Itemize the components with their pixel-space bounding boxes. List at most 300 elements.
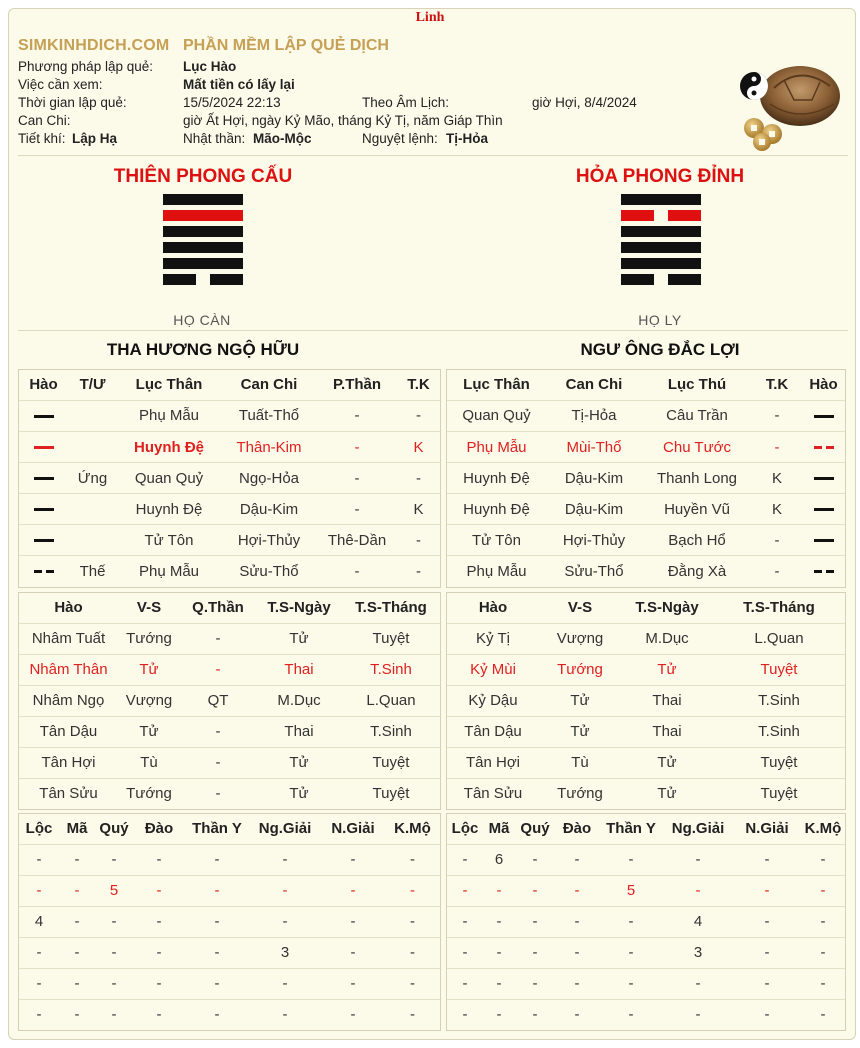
table-row [19,623,440,654]
left-table-lucthan [18,369,441,588]
method-value: Lục Hào [183,59,237,74]
yang-line-icon [814,415,834,418]
table-cell: - [185,968,249,999]
table-cell: Tuyệt [713,747,845,778]
luc-thu-cell: Chu Tước [642,432,752,463]
table-row [447,968,845,999]
table-cell: - [733,875,801,906]
left-table-stars [18,813,441,1031]
table-cell: - [515,968,555,999]
column-header: Hào [19,370,68,400]
hao-line-cell [802,525,845,556]
can-chi-cell: Ngọ-Hỏa [221,463,317,494]
header-row [447,814,845,844]
table-cell: - [385,875,440,906]
column-header: T.K [397,370,440,400]
nhatthan-value: Mão-Mộc [253,131,312,146]
yin-line-icon [814,570,834,573]
right-table-stars [446,813,846,1031]
table-cell: - [555,875,599,906]
table-cell: Nhâm Tuất [19,623,118,654]
can-chi-cell: Thân-Kim [221,432,317,463]
table-cell: - [447,906,483,937]
table-cell: - [555,906,599,937]
yang-line-icon [34,477,54,480]
table-cell: - [385,906,440,937]
method-label: Phương pháp lập quẻ: [18,59,153,74]
column-header: Lộc [19,814,59,844]
phuc-than-cell: - [317,463,397,494]
table-cell: Tân Hợi [19,747,118,778]
right-hexagram [621,194,701,290]
table-cell: Tử [256,623,342,654]
table-cell: Tử [621,654,713,685]
table-cell: QT [180,685,256,716]
table-cell: Tân Hợi [447,747,539,778]
column-header: T.S-Tháng [713,593,845,623]
table-row [447,999,845,1030]
table-row [447,778,845,809]
table-row [19,968,440,999]
table-cell: Tù [539,747,621,778]
right-hexagram-name: HỎA PHONG ĐỈNH [575,166,745,187]
table-cell: - [19,875,59,906]
canchi-value: giờ Ất Hợi, ngày Kỷ Mão, tháng Kỷ Tị, năm Giáp Thìn [183,113,503,128]
nguyetlenh-value: Tị-Hỏa [446,131,488,146]
table-cell: Thai [256,716,342,747]
phuc-than-cell: - [317,401,397,432]
table-cell: Tử [657,785,677,803]
table-cell: - [74,1006,80,1024]
table-cell: Kỷ Tị [447,623,539,654]
phuc-than-cell: - [317,494,397,525]
table-cell: - [483,875,515,906]
user-name: Linh [415,10,445,25]
table-cell: - [447,968,483,999]
table-cell: - [321,875,385,906]
left-hexagram-name: THIÊN PHONG CẤU [113,166,293,187]
can-chi-cell: Dậu-Kim [221,494,317,525]
header-row [19,593,440,623]
table-cell: - [95,906,133,937]
table-cell: - [59,937,95,968]
yin-line-icon [34,570,54,573]
table-cell: 3 [663,937,733,968]
column-header: K.Mộ [385,814,440,844]
table-cell: - [95,937,133,968]
right-table-vs [446,592,846,810]
table-cell: - [532,1006,538,1024]
hao-line-cell [19,432,68,463]
luc-thu-cell: Huyền Vũ [642,494,752,525]
left-house: HỌ CÀN [173,312,231,328]
can-chi-cell: Sửu-Thổ [564,562,624,580]
app-title: PHẦN MỀM LẬP QUẺ DỊCH [183,37,389,54]
table-row [447,875,845,906]
table-cell: - [515,844,555,875]
table-cell: T.Sinh [713,685,845,716]
luc-than-cell: Tử Tôn [447,525,546,556]
can-chi-cell: Sửu-Thổ [239,562,299,580]
turtle-coins-image [734,60,844,152]
can-chi-cell: Tuất-Thổ [221,401,317,432]
hao-line-cell [19,463,68,494]
yang-line-icon [814,477,834,480]
luc-than-cell: Phụ Mẫu [447,432,546,463]
phuc-than-cell: - [354,562,360,580]
table-row [19,463,440,494]
tuan-khong-cell: K [752,494,802,525]
divider [18,330,848,331]
table-cell: - [820,1006,826,1024]
table-cell: - [59,906,95,937]
table-cell: Vượng [539,623,621,654]
hao-line-cell [802,432,845,463]
table-cell: - [385,937,440,968]
column-header: T.K [752,370,802,400]
column-header: Can Chi [221,370,317,400]
table-cell: 5 [95,875,133,906]
table-row [19,556,440,587]
table-cell: - [19,844,59,875]
yang-line [163,194,243,205]
table-cell: - [19,968,59,999]
yin-line-icon [814,446,834,449]
can-chi-cell: Dậu-Kim [546,463,642,494]
yang-line-icon [34,415,54,418]
table-cell: Tử [118,654,180,685]
table-row [447,685,845,716]
table-cell: - [180,716,256,747]
tuan-khong-cell: K [752,463,802,494]
table-cell: - [733,906,801,937]
column-header: K.Mộ [801,814,845,844]
column-header: Quý [95,814,133,844]
table-cell: - [764,1006,770,1024]
luc-than-cell: Huynh Đệ [447,494,546,525]
table-cell: Tân Dậu [19,716,118,747]
table-cell: Kỷ Dậu [447,685,539,716]
table-cell: - [185,937,249,968]
left-table-vs [18,592,441,810]
table-cell: - [496,1006,502,1024]
tuan-khong-cell: - [752,525,802,556]
table-cell: L.Quan [713,623,845,654]
table-row [19,716,440,747]
table-cell: T.Sinh [713,716,845,747]
table-cell: - [321,906,385,937]
table-row [19,525,440,556]
hao-line-cell [802,494,845,525]
table-cell: - [95,844,133,875]
the-ung-cell [68,525,117,556]
table-row [19,432,440,463]
table-row [447,463,845,494]
table-row [447,494,845,525]
table-cell: - [249,875,321,906]
table-cell: Tướng [539,654,621,685]
table-row [19,844,440,875]
tuan-khong-cell: - [397,463,440,494]
column-header: Lục Thú [642,370,752,400]
left-hexagram [163,194,243,290]
table-cell: - [663,968,733,999]
table-cell: Tử [621,747,713,778]
table-cell: - [133,968,185,999]
yang-line-icon [34,446,54,449]
table-cell: - [599,906,663,937]
column-header: Hào [802,370,845,400]
table-row [447,716,845,747]
column-header: T.S-Ngày [621,593,713,623]
table-cell: - [599,968,663,999]
column-header: T.S-Tháng [342,593,440,623]
table-cell: - [801,844,845,875]
table-cell: 3 [249,937,321,968]
matter-label: Việc cần xem: [18,77,103,92]
nhatthan-label: Nhật thần: [183,131,246,146]
luc-than-cell: Tử Tôn [117,525,221,556]
table-row [19,747,440,778]
table-cell: - [801,937,845,968]
table-cell: - [385,968,440,999]
table-row [19,685,440,716]
table-cell: - [462,1006,468,1024]
table-cell: Nhâm Thân [19,654,118,685]
right-subtitle: NGƯ ÔNG ĐẮC LỢI [580,340,740,359]
table-cell: - [133,844,185,875]
phuc-than-cell: Thê-Dần [317,525,397,556]
table-cell: Tuyệt [342,747,440,778]
tuan-khong-cell: K [397,494,440,525]
matter-value: Mất tiền có lấy lại [183,77,295,92]
yang-line [621,242,701,253]
table-cell: - [214,1006,220,1024]
table-cell: T.Sinh [342,654,440,685]
divider [18,155,848,156]
table-cell: - [663,844,733,875]
column-header: Lục Thân [447,370,546,400]
yang-line [163,226,243,237]
yang-line-icon [814,508,834,511]
table-cell: Thai [621,685,713,716]
yang-line [621,226,701,237]
column-header: N.Giải [733,814,801,844]
table-cell: - [599,844,663,875]
table-cell: - [483,906,515,937]
table-cell: 4 [19,906,59,937]
tuan-khong-cell: - [416,562,421,580]
table-cell: - [156,1006,162,1024]
hao-line-cell [802,401,845,432]
table-cell: - [574,1006,580,1024]
table-row [447,747,845,778]
table-row [19,937,440,968]
table-cell: - [59,844,95,875]
tuan-khong-cell: - [752,432,802,463]
luc-thu-cell: Câu Trần [642,401,752,432]
table-row [19,999,440,1030]
table-row [447,525,845,556]
header-row [447,593,845,623]
table-cell: - [695,1006,701,1024]
left-subtitle: THA HƯƠNG NGỘ HỮU [106,340,300,359]
phuc-than-cell: - [317,432,397,463]
table-cell: - [133,875,185,906]
column-header: Can Chi [546,370,642,400]
yang-line-icon [814,539,834,542]
tuan-khong-cell: - [774,562,780,580]
table-cell: 6 [483,844,515,875]
table-cell: 5 [599,875,663,906]
table-row [447,623,845,654]
tuan-khong-cell: K [397,432,440,463]
the-ung-cell: Ứng [68,463,117,494]
table-cell: - [321,844,385,875]
column-header: Thần Y [599,814,663,844]
table-cell: - [733,937,801,968]
table-cell: Tử [289,785,309,803]
column-header: Mã [483,814,515,844]
table-cell: Tân Sửu [463,785,523,803]
table-cell: - [555,968,599,999]
table-cell: - [447,875,483,906]
table-cell: - [733,844,801,875]
yin-line [621,274,701,285]
column-header: V-S [539,593,621,623]
table-cell: Tướng [126,785,172,803]
table-cell: - [515,875,555,906]
the-ung-cell [68,494,117,525]
table-cell: - [185,875,249,906]
the-ung-cell [68,401,117,432]
luc-than-cell: Phụ Mẫu [466,562,527,580]
right-house: HỌ LY [638,312,682,328]
table-cell: - [350,1006,356,1024]
yin-line [163,274,243,285]
table-cell: - [133,937,185,968]
table-row [19,654,440,685]
yang-line-icon [34,508,54,511]
table-cell: Tuyệt [372,785,410,803]
table-cell: - [215,785,221,803]
table-row [447,556,845,587]
table-cell: Tử [118,716,180,747]
table-row [447,906,845,937]
table-cell: - [555,937,599,968]
luc-than-cell: Huynh Đệ [117,494,221,525]
tietkhi-value: Lập Hạ [72,131,118,146]
table-cell: - [555,844,599,875]
table-cell: M.Dục [621,623,713,654]
nguyetlenh-label: Nguyệt lệnh: [362,131,438,146]
table-cell: - [447,844,483,875]
table-cell: Thai [621,716,713,747]
can-chi-cell: Dậu-Kim [546,494,642,525]
table-cell: - [515,937,555,968]
luc-than-cell: Phụ Mẫu [117,401,221,432]
time-value: 15/5/2024 22:13 [183,95,281,110]
column-header: T/Ư [68,370,117,400]
table-cell: Nhâm Ngọ [19,685,118,716]
table-cell: - [801,968,845,999]
table-row [19,906,440,937]
table-cell: T.Sinh [342,716,440,747]
hao-line-cell [19,401,68,432]
yang-line [163,258,243,269]
the-ung-cell [68,432,117,463]
table-cell: - [59,875,95,906]
table-cell: - [628,1006,634,1024]
table-cell: - [483,968,515,999]
table-cell: - [321,968,385,999]
table-cell: - [447,937,483,968]
table-cell: - [249,844,321,875]
table-cell: Tân Sửu [39,785,98,803]
luc-thu-cell: Bạch Hổ [642,525,752,556]
table-cell: - [663,875,733,906]
table-cell: - [59,968,95,999]
luc-than-cell: Huynh Đệ [447,463,546,494]
header-row [19,814,440,844]
column-header: Ng.Giải [663,814,733,844]
table-cell: Tướng [118,623,180,654]
column-header: Đào [555,814,599,844]
table-cell: Vượng [118,685,180,716]
table-cell: Kỷ Mùi [447,654,539,685]
table-cell: - [410,1006,415,1024]
column-header: Ng.Giải [249,814,321,844]
right-table-lucthan [446,369,846,588]
table-cell: Tuyệt [713,654,845,685]
table-cell: Tử [539,685,621,716]
column-header: Mã [59,814,95,844]
yin-line [621,210,701,221]
site-link[interactable]: SIMKINHDICH.COM [18,37,170,54]
table-cell: - [249,906,321,937]
table-cell: Tướng [557,785,603,803]
hao-line-cell [802,463,845,494]
can-chi-cell: Hợi-Thủy [221,525,317,556]
column-header: T.S-Ngày [256,593,342,623]
table-cell: L.Quan [342,685,440,716]
table-cell: - [95,968,133,999]
table-cell: - [515,906,555,937]
table-cell: - [801,875,845,906]
table-cell: Tù [118,747,180,778]
table-row [447,844,845,875]
hao-line-cell [19,525,68,556]
luc-than-cell: Quan Quỷ [117,463,221,494]
table-cell: - [185,906,249,937]
column-header: N.Giải [321,814,385,844]
table-cell: Tử [539,716,621,747]
table-cell: - [180,623,256,654]
yang-line [163,210,243,221]
tuan-khong-cell: - [397,525,440,556]
lunar-label: Theo Âm Lịch: [362,95,450,110]
tuan-khong-cell: - [752,401,802,432]
table-cell: 4 [663,906,733,937]
luc-thu-cell: Đằng Xà [667,562,727,580]
table-cell: - [111,1006,117,1024]
yang-line [621,258,701,269]
yang-line [621,194,701,205]
column-header: Q.Thần [180,593,256,623]
table-cell: M.Dục [256,685,342,716]
column-header: Thần Y [185,814,249,844]
can-chi-cell: Hợi-Thủy [546,525,642,556]
